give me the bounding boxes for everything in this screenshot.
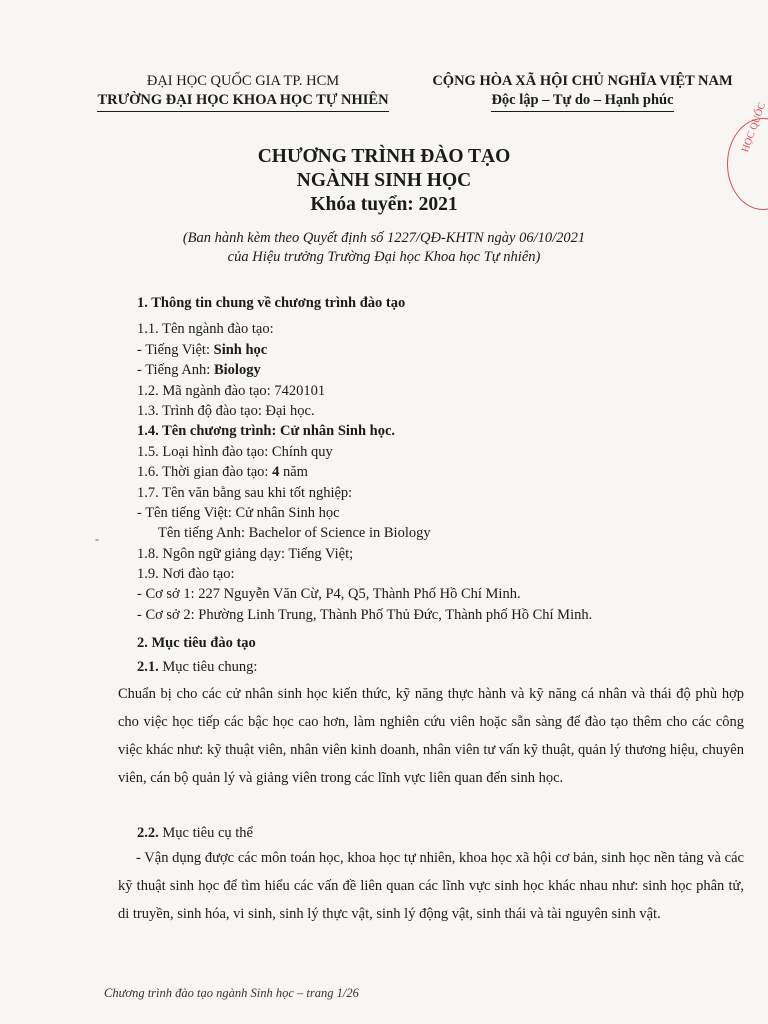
item-en-name: - Tiếng Anh: Biology (137, 362, 261, 378)
campus-2: - Cơ sở 2: Phường Linh Trung, Thành Phố Thủ Đức, Thành phố Hồ Chí Minh. (137, 607, 593, 623)
general-objective-paragraph: Chuẩn bị cho các cử nhân sinh học kiến thức, kỹ năng thực hành và kỹ năng cá nhân và thái độ phù hợp cho việc học tiếp các bậc học cao hơn, làm nghiên cứu viên hoặc sẵn sàng để đào tạo thêm cho các công việc khác như: kỹ thuật viên, nhân viên kinh doanh, nhân viên tư vấn kỹ thuật, quản lý thương hiệu, chuyên viên, cán bộ quản lý và giảng viên trong các lĩnh vực liên quan đến sinh học. (118, 686, 744, 786)
item-1-7-vn: - Tên tiếng Việt: Cử nhân Sinh học (137, 505, 340, 521)
decision-note (0, 229, 768, 267)
header-national (410, 72, 755, 112)
decision-line-1: (Ban hành kèm theo Quyết định số 1227/QĐ-KHTN ngày 06/10/2021 (182, 230, 586, 246)
margin-mark: - (95, 532, 99, 546)
national-name: CỘNG HÒA XÃ HỘI CHỦ NGHĨA VIỆT NAM (432, 73, 733, 89)
item-2-2: 2.2. Mục tiêu cụ thể (137, 825, 253, 841)
item-vn-name: - Tiếng Việt: Sinh học (137, 342, 268, 358)
page-footer: Chương trình đào tạo ngành Sinh học – trang 1/26 (104, 986, 359, 1000)
stamp-text: HỌC QUỐC (740, 101, 768, 154)
item-1-7: 1.7. Tên văn bằng sau khi tốt nghiệp: (137, 485, 353, 501)
item-1-3: 1.3. Trình độ đào tạo: Đại học. (137, 403, 315, 419)
item-1-6: 1.6. Thời gian đào tạo: 4 năm (137, 464, 308, 480)
item-1-5: 1.5. Loại hình đào tạo: Chính quy (137, 444, 333, 460)
header-university (78, 72, 408, 112)
school-name: TRƯỜNG ĐẠI HỌC KHOA HỌC TỰ NHIÊN (78, 91, 408, 112)
item-1-8: 1.8. Ngôn ngữ giảng dạy: Tiếng Việt; (137, 546, 354, 562)
specific-objective-paragraph: - Vận dụng được các môn toán học, khoa học tự nhiên, khoa học xã hội cơ bản, sinh học nền tảng và các kỹ thuật sinh học để tìm hiểu các vấn đề liên quan các lĩnh vực sinh học khác nhau như: sinh học phân tử, di truyền, sinh hóa, vi sinh, sinh lý thực vật, sinh lý động vật, sinh thái và tài nguyên sinh vật. (118, 850, 744, 922)
university-name: ĐẠI HỌC QUỐC GIA TP. HCM (146, 73, 340, 89)
title-line-2: NGÀNH SINH HỌC (296, 170, 472, 191)
title-line-1: CHƯƠNG TRÌNH ĐÀO TẠO (257, 146, 511, 167)
section-1-heading: 1. Thông tin chung về chương trình đào tạo (137, 295, 406, 311)
national-motto: Độc lập – Tự do – Hạnh phúc (410, 91, 755, 112)
title-line-3: Khóa tuyển: 2021 (310, 194, 458, 215)
item-1-9: 1.9. Nơi đào tạo: (137, 566, 235, 582)
item-1-2: 1.2. Mã ngành đào tạo: 7420101 (137, 383, 326, 399)
item-1-1: 1.1. Tên ngành đào tạo: (137, 321, 274, 337)
item-1-7-en: Tên tiếng Anh: Bachelor of Science in Biology (158, 525, 431, 541)
campus-1: - Cơ sở 1: 227 Nguyễn Văn Cừ, P4, Q5, Thành Phố Hồ Chí Minh. (137, 586, 521, 602)
item-2-1: 2.1. Mục tiêu chung: (137, 659, 258, 675)
decision-line-2: của Hiệu trưởng Trường Đại học Khoa học Tự nhiên) (227, 249, 541, 265)
document-title (0, 145, 768, 217)
item-1-4: 1.4. Tên chương trình: Cử nhân Sinh học. (137, 423, 396, 439)
section-2-heading: 2. Mục tiêu đào tạo (137, 635, 256, 651)
